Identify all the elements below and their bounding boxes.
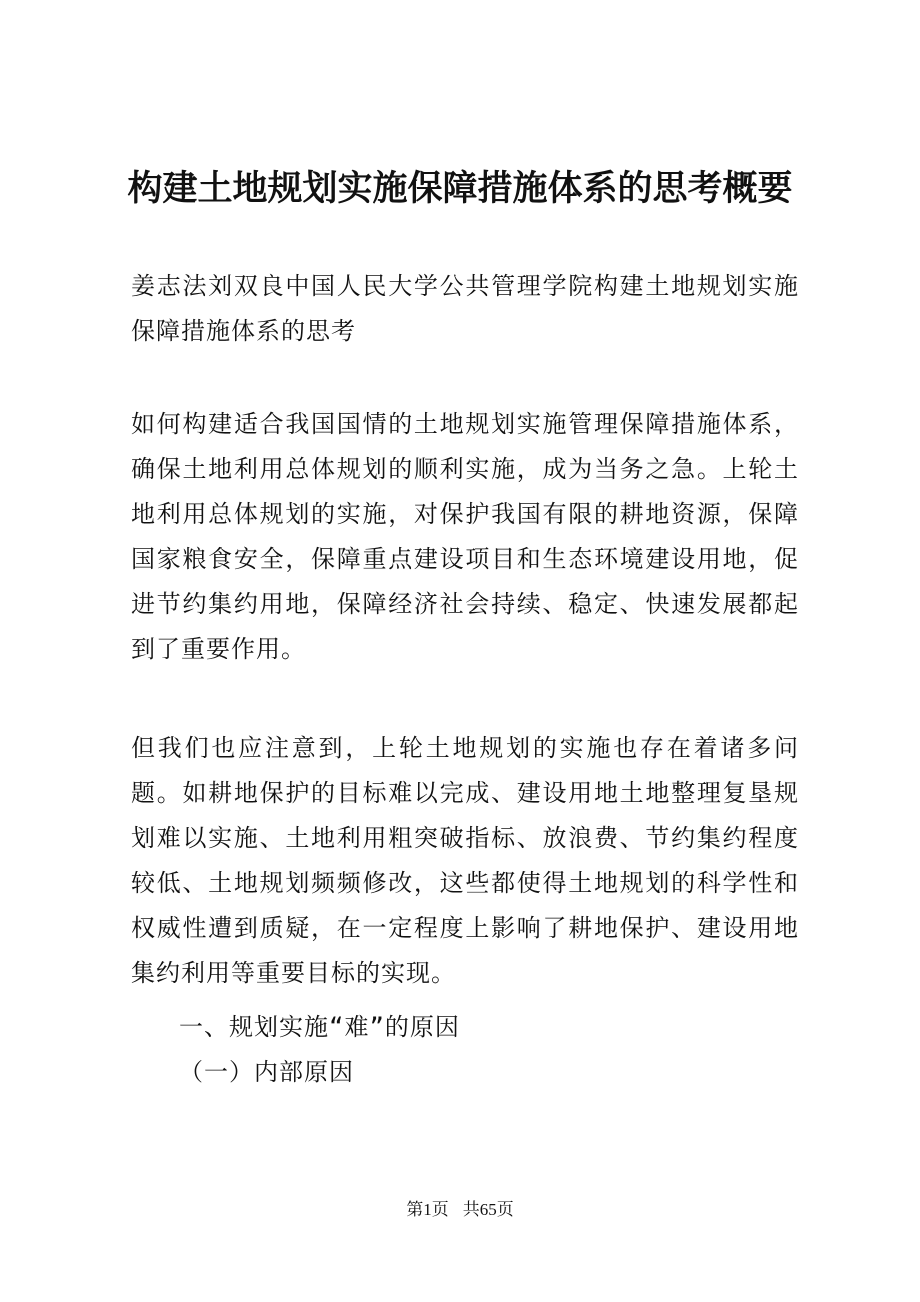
- page-footer: [0, 1198, 920, 1222]
- page-total: 共65页: [462, 1200, 514, 1219]
- paragraph-intro: 如何构建适合我国国情的土地规划实施管理保障措施体系，确保土地利用总体规划的顺利实施，成为当务之急。上轮土地利用总体规划的实施，对保护我国有限的耕地资源，保障国家粮食安全，保障重点建设项目和生态环境建设用地，促进节约集约用地，保障经济社会持续、稳定、快速发展都起到了重要作用。: [131, 410, 799, 663]
- page-number: 第1页: [406, 1200, 449, 1219]
- author-line: 姜志法刘双良中国人民大学公共管理学院构建土地规划实施保障措施体系的思考: [131, 272, 799, 345]
- document-title: 构建土地规划实施保障措施体系的思考概要: [127, 168, 793, 209]
- subsection-heading: （一）内部原因: [179, 1058, 354, 1086]
- paragraph-issues: 但我们也应注意到，上轮土地规划的实施也存在着诸多问题。如耕地保护的目标难以完成、建设用地土地整理复垦规划难以实施、土地利用粗突破指标、放浪费、节约集约程度较低、土地规划频频修改，这些都使得土地规划的科学性和权威性遭到质疑，在一定程度上影响了耕地保护、建设用地集约利用等重要目标的实现。: [131, 734, 799, 987]
- section-heading: 一、规划实施“难”的原因: [179, 1013, 460, 1041]
